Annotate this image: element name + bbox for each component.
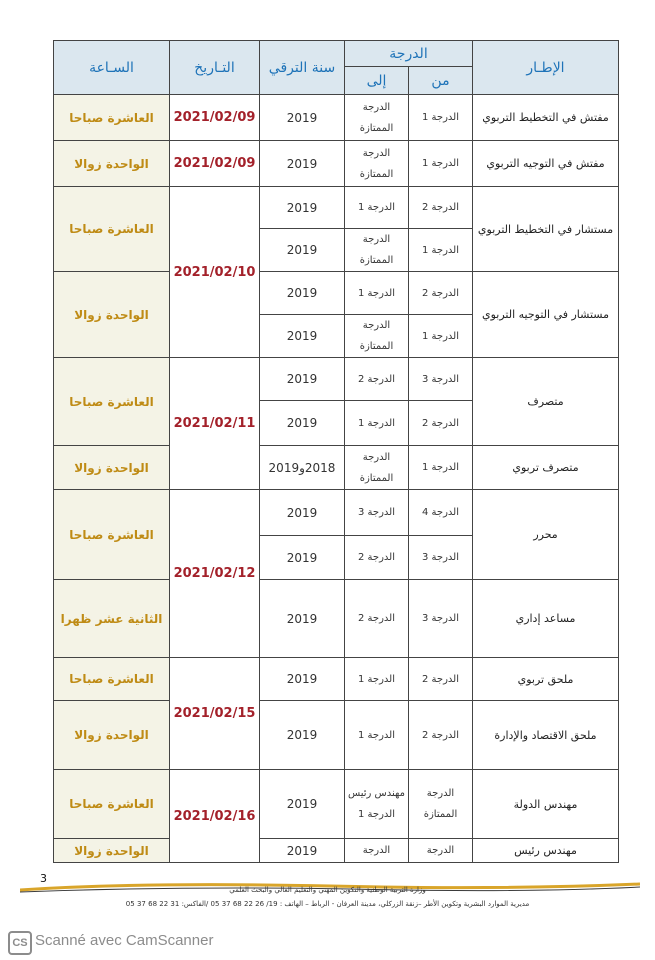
table-row xyxy=(54,770,619,839)
role-cell: مفتش في التخطيط التربوي xyxy=(473,95,619,141)
year-cell: 2019 xyxy=(260,229,345,272)
grade-from-cell: الدرجة 1 xyxy=(409,141,473,187)
grade-to-cell: الدرجة 2 xyxy=(345,358,409,401)
grade-from-cell: الدرجة 2 xyxy=(409,272,473,315)
footer-ministry: وزارة التربية الوطنية والتكوين المهني والتعليم العالي والبحث العلمي xyxy=(229,886,426,894)
year-cell: 2019 xyxy=(260,141,345,187)
grade-from-cell: الدرجة 3 xyxy=(409,358,473,401)
role-cell: مستشار في التوجيه التربوي xyxy=(473,272,619,358)
table-row xyxy=(54,580,619,658)
scanner-watermark: Scanné avec CamScanner xyxy=(35,932,214,949)
grade-from-cell: الدرجة 4 xyxy=(409,490,473,536)
grade-to-cell: الدرجة الممتازة xyxy=(345,315,409,358)
year-cell: 2019 xyxy=(260,536,345,580)
time-cell: الواحدة زوالا xyxy=(54,446,170,490)
table-row xyxy=(54,95,619,141)
date-cell: 2021/02/10 xyxy=(170,187,260,358)
grade-to-cell: الدرجة 1 xyxy=(345,401,409,446)
header-from: من xyxy=(409,67,473,95)
promotion-schedule-table xyxy=(53,40,619,863)
time-cell: الواحدة زوالا xyxy=(54,839,170,863)
table-row xyxy=(54,272,619,315)
year-cell: 2019 xyxy=(260,272,345,315)
grade-from-cell: الدرجة 2 xyxy=(409,658,473,701)
header-to: إلى xyxy=(345,67,409,95)
role-cell: متصرف xyxy=(473,358,619,446)
date-cell: 2021/02/16 xyxy=(170,770,260,863)
grade-to-cell: الدرجة الممتازة xyxy=(345,95,409,141)
table-row xyxy=(54,490,619,536)
year-cell: 2019 xyxy=(260,95,345,141)
header-year: سنة الترقي xyxy=(260,41,345,95)
date-cell: 2021/02/09 xyxy=(170,141,260,187)
footer-address: مديرية الموارد البشرية وتكوين الأطر –زنقة الزركلي، مدينة العرفان - الرباط – الهاتف : 19/ 26 22 68 37 05 /الفاكس: 31 22 68 37 05 xyxy=(125,900,530,908)
camscanner-logo-icon: CS xyxy=(8,931,32,955)
grade-from-cell: الدرجة 2 xyxy=(409,187,473,229)
page-number: 3 xyxy=(40,872,47,885)
role-cell: مفتش في التوجيه التربوي xyxy=(473,141,619,187)
year-cell: 2019 xyxy=(260,701,345,770)
time-cell: العاشرة صباحا xyxy=(54,490,170,580)
date-cell: 2021/02/09 xyxy=(170,95,260,141)
grade-from-cell: الدرجة 3 xyxy=(409,536,473,580)
time-cell: الواحدة زوالا xyxy=(54,141,170,187)
grade-from-cell: الدرجة 1 xyxy=(409,229,473,272)
time-cell: الواحدة زوالا xyxy=(54,272,170,358)
grade-to-cell: الدرجة 1 xyxy=(345,701,409,770)
grade-from-cell: الدرجة 2 xyxy=(409,401,473,446)
role-cell: محرر xyxy=(473,490,619,580)
grade-from-cell: الدرجة 1 xyxy=(409,315,473,358)
table-row xyxy=(54,839,619,863)
table-row xyxy=(54,187,619,229)
year-cell: 2019 xyxy=(260,358,345,401)
date-cell: 2021/02/12 xyxy=(170,490,260,658)
grade-to-cell: الدرجة الممتازة xyxy=(345,229,409,272)
year-cell: 2019 xyxy=(260,658,345,701)
role-cell: ملحق تربوي xyxy=(473,658,619,701)
role-cell: مهندس الدولة xyxy=(473,770,619,839)
year-cell: 2019 xyxy=(260,839,345,863)
table-row xyxy=(54,701,619,770)
time-cell: الواحدة زوالا xyxy=(54,701,170,770)
role-cell: مستشار في التخطيط التربوي xyxy=(473,187,619,272)
time-cell: العاشرة صباحا xyxy=(54,187,170,272)
role-cell: ملحق الاقتصاد والإدارة xyxy=(473,701,619,770)
grade-to-cell: الدرجة 3 xyxy=(345,490,409,536)
year-cell: 2019 xyxy=(260,315,345,358)
header-date: التـاريخ xyxy=(170,41,260,95)
grade-to-cell: الدرجة 2 xyxy=(345,536,409,580)
grade-from-cell: الدرجة الممتازة xyxy=(409,770,473,839)
grade-from-cell: الدرجة 3 xyxy=(409,580,473,658)
grade-from-cell: الدرجة 1 xyxy=(409,446,473,490)
table-row xyxy=(54,446,619,490)
role-cell: مهندس رئيس xyxy=(473,839,619,863)
time-cell: العاشرة صباحا xyxy=(54,358,170,446)
grade-to-cell: الدرجة 1 xyxy=(345,187,409,229)
time-cell: العاشرة صباحا xyxy=(54,770,170,839)
grade-from-cell: الدرجة xyxy=(409,839,473,863)
grade-to-cell: مهندس رئيس الدرجة 1 xyxy=(345,770,409,839)
year-cell: 2019 xyxy=(260,490,345,536)
year-cell: 2018و2019 xyxy=(260,446,345,490)
time-cell: الثانية عشر ظهرا xyxy=(54,580,170,658)
grade-to-cell: الدرجة 2 xyxy=(345,580,409,658)
date-cell: 2021/02/11 xyxy=(170,358,260,490)
table-row xyxy=(54,358,619,401)
year-cell: 2019 xyxy=(260,187,345,229)
year-cell: 2019 xyxy=(260,770,345,839)
role-cell: مساعد إداري xyxy=(473,580,619,658)
grade-from-cell: الدرجة 2 xyxy=(409,701,473,770)
time-cell: العاشرة صباحا xyxy=(54,95,170,141)
grade-to-cell: الدرجة 1 xyxy=(345,658,409,701)
table-row xyxy=(54,141,619,187)
date-cell: 2021/02/15 xyxy=(170,658,260,770)
grade-to-cell: الدرجة 1 xyxy=(345,272,409,315)
grade-to-cell: الدرجة الممتازة xyxy=(345,446,409,490)
header-grade: الدرجة xyxy=(345,41,473,67)
role-cell: متصرف تربوي xyxy=(473,446,619,490)
grade-to-cell: الدرجة الممتازة xyxy=(345,141,409,187)
header-role: الإطـار xyxy=(473,41,619,95)
table-row xyxy=(54,658,619,701)
time-cell: العاشرة صباحا xyxy=(54,658,170,701)
year-cell: 2019 xyxy=(260,401,345,446)
year-cell: 2019 xyxy=(260,580,345,658)
grade-from-cell: الدرجة 1 xyxy=(409,95,473,141)
grade-to-cell: الدرجة xyxy=(345,839,409,863)
header-time: السـاعة xyxy=(54,41,170,95)
